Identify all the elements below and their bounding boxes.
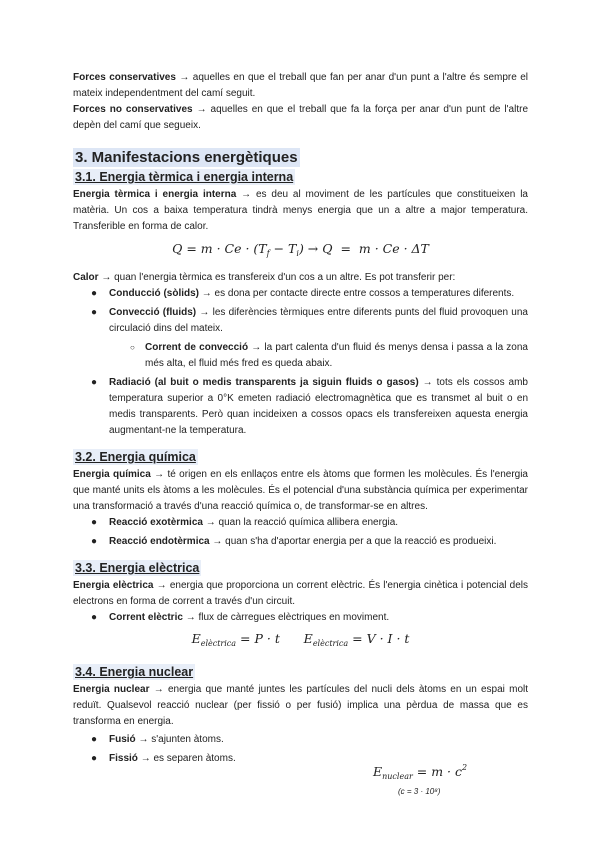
list-item: ○ Corrent de convecció → la part calenta d'un fluid és menys densa i passa a la zona més alta, el fluid més fred es queda abaix.: [130, 342, 528, 369]
term: Energia química: [73, 469, 151, 480]
forces-no-conservatives-paragraph: [73, 102, 528, 134]
list-item: ● Reacció exotèrmica → quan la reacció química allibera energia.: [91, 517, 399, 528]
definition: → es dona per contacte directe entre cossos a temperatures diferents.: [201, 288, 515, 299]
term: Forces conservatives: [73, 72, 176, 83]
term: Fusió: [109, 734, 136, 745]
definition: → la part calenta d'un fluid és menys densa i passa a la zona més alta, el fluid més fred es queda abaix.: [145, 342, 528, 369]
term: Energia nuclear: [73, 684, 150, 695]
reaction-list: [73, 515, 528, 550]
energia-termica-paragraph: [73, 187, 528, 235]
forces-conservatives-paragraph: [73, 70, 528, 102]
electric-equations: $E_{elèctrica} = P \cdot t$ $E_{elèctrica} = V \cdot I \cdot t$: [191, 631, 410, 648]
list-item: ● Radiació (al buit o medis transparents ja siguin fluids o gasos) → tots els cossos amb temperatura superior a 0°K emeten radiació electromagnètica que es transmet al buit o en medis transparents. Però quan incideixen a cossos opacs els transfereixen aquesta energia augmentant-ne la temperatura.: [91, 377, 528, 436]
light-speed-note: (c = 3 · 10⁸): [398, 787, 441, 796]
list-item: ● Conducció (sòlids) → es dona per contacte directe entre cossos a temperatures diferents.: [91, 288, 515, 299]
current-list: [73, 610, 528, 626]
term: Fissió: [109, 753, 138, 764]
definition: → té origen en els enllaços entre els àtoms que formen les molècules. És l'energia que manté units els àtoms a les molècules. És el potencial d'una substància química per experimentar una transformació a través d'una reacció química o, de transformar-se en altres.: [73, 469, 528, 512]
definition: → aquelles en que el treball que fan per anar d'un punt a l'altre és sempre el mateix independentment del camí seguit.: [73, 72, 529, 99]
section-3-3-heading: 3.3. Energia elèctrica: [75, 561, 200, 575]
term: Forces no conservatives: [73, 104, 193, 115]
section-3-4-heading: 3.4. Energia nuclear: [75, 665, 194, 679]
document-page: [73, 70, 529, 796]
nuclear-equation: $E_{nuclear} = m \cdot c^2$: [373, 763, 468, 781]
definition: → quan la reacció química allibera energia.: [205, 517, 399, 528]
definition: → quan l'energia tèrmica es transfereix d'un cos a un altre. Es pot transferir per:: [101, 272, 456, 283]
definition: → energia que proporciona un corrent elèctric. És l'energia cinètica i potencial dels electrons en forma de corrent a través d'un circuit.: [73, 580, 529, 607]
definition: → flux de càrregues elèctriques en moviment.: [185, 612, 390, 623]
energia-quimica-paragraph: [73, 467, 528, 515]
energia-electrica-paragraph: [73, 578, 528, 610]
term: Convecció (fluids): [109, 307, 197, 318]
list-item: ● Convecció (fluids) → les diferències tèrmiques entre diferents punts del fluid provoquen una circulació dins del mateix.: [91, 307, 528, 334]
list-item: ● Fissió → es separen àtoms.: [91, 753, 236, 764]
term: Reacció endotèrmica: [109, 536, 210, 547]
term: Corrent de convecció: [145, 342, 249, 353]
definition: → aquelles en que el treball que fa la força per anar d'un punt de l'altre depèn del camí que segueix.: [73, 104, 529, 131]
definition: → energia que manté juntes les partícules del nucli dels àtoms en un espai molt reduït. Qualsevol reacció nuclear (per fissió o per fusió) implica una pèrdua de massa que es transforma en energia.: [73, 684, 529, 727]
section-3-4: [73, 664, 529, 796]
calor-paragraph: [73, 270, 528, 286]
term: Corrent elèctric: [109, 612, 183, 623]
definition: → es deu al moviment de les partícules que constitueixen la matèria. Un cos a baixa temperatura tindrà menys energia que un a altre a major temperatura. Transferible en forma de calor.: [73, 189, 528, 232]
list-item: ● Fusió → s'ajunten àtoms.: [91, 734, 224, 745]
definition: → es separen àtoms.: [140, 753, 236, 764]
section-3-3: [73, 560, 528, 654]
section-3-2-heading: 3.2. Energia química: [75, 450, 196, 464]
term: Reacció exotèrmica: [109, 517, 203, 528]
term: Radiació (al buit o medis transparents ja siguin fluids o gasos): [109, 377, 419, 388]
section-3-heading: 3. Manifestacions energètiques: [75, 149, 298, 166]
heat-equation: $Q = m \cdot Ce \cdot (T_f - T_i) \to Q = m \cdot Ce \cdot \Delta T$: [172, 241, 429, 258]
definition: → tots els cossos amb temperatura superior a 0°K emeten radiació electromagnètica que es transmet al buit o en medis transparents. Però quan incideixen a cossos opacs els transfereixen aquesta energia augmentant-ne la temperatura.: [109, 377, 528, 436]
energia-nuclear-paragraph: [73, 682, 528, 730]
section-3-1-heading: 3.1. Energia tèrmica i energia interna: [75, 170, 294, 184]
term: Energia elèctrica: [73, 580, 154, 591]
section-3-1: [73, 169, 528, 439]
list-item: ● Reacció endotèrmica → quan s'ha d'aportar energia per a que la reacció es produeixi.: [91, 536, 497, 547]
definition: → les diferències tèrmiques entre diferents punts del fluid provoquen una circulació dins del mateix.: [109, 307, 528, 334]
section-3-2: [73, 449, 528, 550]
heat-transfer-list: [73, 286, 528, 439]
term: Conducció (sòlids): [109, 288, 199, 299]
definition: → quan s'ha d'aportar energia per a que la reacció es produeixi.: [212, 536, 497, 547]
list-item: ● Corrent elèctric → flux de càrregues elèctriques en moviment.: [91, 612, 390, 623]
definition: → s'ajunten àtoms.: [138, 734, 224, 745]
term: Energia tèrmica i energia interna: [73, 189, 237, 200]
term: Calor: [73, 272, 99, 283]
